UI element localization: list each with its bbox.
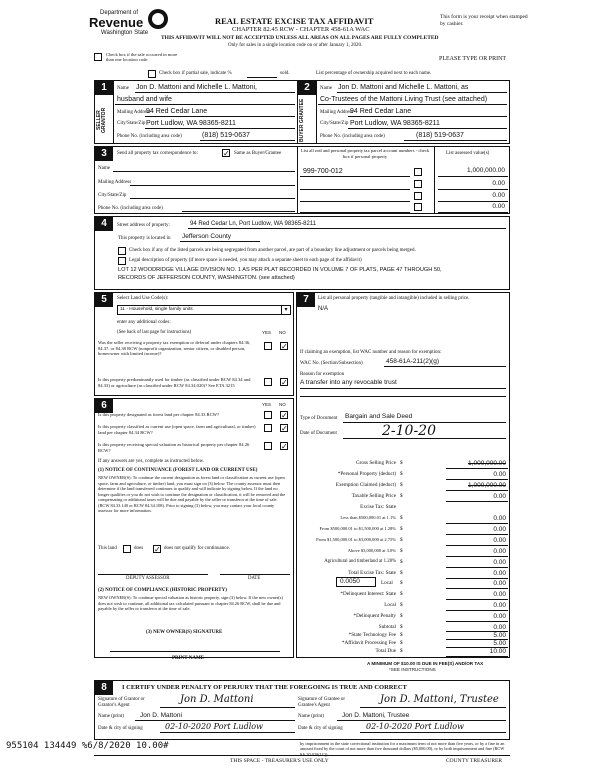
certify-statement: I CERTIFY UNDER PENALTY OF PERJURY THAT THE FOREGOING IS TRUE AND CORRECT xyxy=(122,684,407,691)
seller-phone-field[interactable]: (818) 519-0637 xyxy=(202,132,250,139)
sec6-question-2: Is this property classified as current use (open space, farm and agricultural, or timber) land per chapter 84.34 RCW? xyxy=(98,424,256,435)
sec6-q2-no[interactable]: ✓ xyxy=(281,424,288,433)
sec5-question-1: Was the seller receiving a property tax exemption or deferral under chapters 84.36, 84.37, or 84.38 RCW (nonprofit organization, senior citizen, or disabled person, homeowner with limited income)? xyxy=(98,340,251,357)
total-due[interactable]: 10.00 xyxy=(489,648,506,655)
legal-description-line2[interactable]: RECORDS OF JEFFERSON COUNTY, WASHINGTON. (see attached) xyxy=(118,275,295,281)
section-6-box xyxy=(94,398,294,658)
sec6-q3-yes[interactable] xyxy=(264,442,272,450)
receipt-note: This form is your receipt when stamped by cashier. xyxy=(440,14,528,27)
local-rate-field[interactable]: 0.0050 xyxy=(336,577,376,587)
personal-property-checkbox-1[interactable] xyxy=(414,168,422,176)
personal-property-checkbox-2[interactable] xyxy=(414,180,422,188)
document-type-field[interactable]: Bargain and Sale Deed xyxy=(345,413,413,420)
personal-property-field[interactable]: N/A xyxy=(318,306,329,312)
section-3-number: 3 xyxy=(95,147,113,161)
buyer-city-field[interactable]: Port Ludlow, WA 98365-8211 xyxy=(350,120,440,127)
tax-tier-4[interactable]: 0.00 xyxy=(493,548,506,555)
multi-location-checkbox[interactable] xyxy=(94,53,102,61)
grantor-print-name[interactable]: Jon D. Mattoni xyxy=(140,712,182,719)
sec5-q1-yes[interactable] xyxy=(264,342,272,350)
sold-label: sold. xyxy=(280,71,290,76)
legal-description-checkbox[interactable] xyxy=(118,257,126,265)
sec5-q2-yes[interactable] xyxy=(264,378,272,386)
sec5-q1-no[interactable]: ✓ xyxy=(281,342,288,351)
same-as-buyer-checkbox[interactable]: ✓ xyxy=(223,149,230,158)
parcel-header: List all real and personal property tax parcel account numbers - check box if personal property xyxy=(300,148,430,159)
grantor-signature[interactable]: Jon D. Mattoni xyxy=(180,694,254,705)
buyer-name2-field[interactable]: Co-Trustees of the Mattoni Living Trust (see attached) xyxy=(320,96,488,103)
sec6-q3-no[interactable]: ✓ xyxy=(281,442,288,451)
seller-address-field[interactable]: 94 Red Cedar Lane xyxy=(146,108,208,115)
partial-sale-checkbox[interactable] xyxy=(148,70,156,78)
buyer-name-field[interactable]: Jon D. Mattoni and Michelle L. Mattoni, as xyxy=(338,84,469,91)
seller-city-field[interactable]: Port Ludlow, WA 98365-8211 xyxy=(146,120,236,127)
section-7-number: 7 xyxy=(297,293,315,307)
tax-tier-2[interactable]: 0.00 xyxy=(493,526,506,533)
section-8-number: 8 xyxy=(95,681,113,695)
continuance-text: NEW OWNER(S): To continue the current designation as forest land or classification as current use (open space, farm and agriculture, or timber) land, you must sign on (3) below. The county assessor must then determine if the land transferred continues to qualify and will indicate by signing below. If the land no longer qualifies or you do not wish to continue the designation or classification, it will be removed and the compensating or additional taxes will be due and payable by the seller or transferor at the time of sale. (RCW 84.33.140 or RCW 84.34.108). Prior to signing (3) below, you may contact your local county assessor for more information. xyxy=(98,475,286,513)
grantee-signature[interactable]: Jon D. Mattoni, Trustee xyxy=(380,694,499,705)
delinquent-penalty[interactable]: 0.00 xyxy=(493,613,506,620)
sec5-q2-no[interactable]: ✓ xyxy=(281,378,288,387)
tax-agricultural[interactable]: 0.00 xyxy=(493,559,506,566)
land-use-select[interactable] xyxy=(117,305,291,315)
treasurer-stamp: 955104 134449 %6/8/2020 10.00# xyxy=(6,741,169,751)
buyer-phone-field[interactable]: (818) 519-0637 xyxy=(416,132,464,139)
sec6-question-3: Is this property receiving special valuation as historical property per chapter 84.26 RCW? xyxy=(98,442,250,453)
personal-property-checkbox-3[interactable] xyxy=(414,192,422,200)
grantee-date-city[interactable]: 02-10-2020 Port Ludlow xyxy=(366,722,464,731)
affidavit-processing-fee[interactable]: 5.00 xyxy=(493,640,506,647)
total-state-tax[interactable]: 0.00 xyxy=(493,570,506,577)
seller-name2-field[interactable]: husband and wife xyxy=(117,96,172,103)
parcel-1-field[interactable]: 999-700-012 xyxy=(303,168,343,175)
section-6-number: 6 xyxy=(95,399,113,413)
form-subtitle: CHAPTER 82.45 RCW - CHAPTER 458-61A WAC xyxy=(232,26,370,33)
tax-tier-3[interactable]: 0.00 xyxy=(493,537,506,544)
legal-description-line1[interactable]: LOT 12 WOODRIDGE VILLAGE DIVISION NO. 1 AS PER PLAT RECORDED IN VOLUME 7 OF PLATS, PAGE 47 THROUGH 50, xyxy=(118,267,442,273)
section-4-number: 4 xyxy=(95,217,113,231)
form-notice2: Only for sales in a single location code on or after January 1, 2020. xyxy=(228,43,363,48)
grantor-date-city[interactable]: 02-10-2020 Port Ludlow xyxy=(165,722,263,731)
section-5-number: 5 xyxy=(95,293,113,307)
logo-top: Department of xyxy=(100,10,139,16)
land-does-not-checkbox[interactable]: ✓ xyxy=(154,545,161,554)
county-select[interactable]: Jefferson County xyxy=(182,233,232,240)
sec5-question-2: Is this property predominantly used for timber (as classified under RCW 84.34 and 84.33) or agriculture (as classified under RCW 84.34.020)? See ETA 3215 xyxy=(98,377,251,388)
chevron-down-icon[interactable]: ▾ xyxy=(281,306,290,314)
exemption-reason-field[interactable]: A transfer into any revocable trust xyxy=(300,379,397,386)
land-use-value: 11 - Household, single family units xyxy=(120,307,193,312)
local-tax[interactable]: 0.00 xyxy=(493,580,506,587)
assessed-value-2[interactable]: 0.00 xyxy=(492,180,505,187)
sec6-q2-yes[interactable] xyxy=(264,424,272,432)
street-address-field[interactable]: 94 Red Cedar Ln, Port Ludlow, WA 98365-8211 xyxy=(190,221,317,227)
logo-main: Revenue xyxy=(89,15,144,30)
tax-tier-1[interactable]: 0.00 xyxy=(493,515,506,522)
document-date-field[interactable]: 2-10-20 xyxy=(382,423,436,439)
assessed-value-4[interactable]: 0.00 xyxy=(492,203,505,210)
assessed-header: List assessed value(s) xyxy=(446,151,490,156)
buyer-address-field[interactable]: 94 Red Cedar Lane xyxy=(350,108,412,115)
historic-text: NEW OWNER(S): To continue special valuation as historic property, sign (3) below. If the new owner(s) does not wish to continue, all additional tax calculated pursuant to chapter 84.26 RCW, shall be due and payable by the seller or transferor at the time of sale. xyxy=(98,595,283,611)
personal-property-deduct[interactable]: 0.00 xyxy=(493,471,506,478)
taxable-selling-price[interactable]: 0.00 xyxy=(493,493,506,500)
partial-sale-label: Check box if partial sale, indicate % xyxy=(159,71,232,76)
buyer-side-label: BUYER GRANTEE xyxy=(299,98,305,142)
multi-location-label: Check box if the sale occurred in more than one location code. xyxy=(106,52,178,62)
grantee-print-name[interactable]: Jon D. Mattoni, Trustee xyxy=(342,712,410,719)
gross-selling-price[interactable]: 1,000,000.00 xyxy=(468,460,506,467)
exemption-claimed[interactable]: 1,000,000.00 xyxy=(468,482,506,489)
sec6-question-1: Is this property designated as forest land per chapter 84.33 RCW? xyxy=(98,412,220,417)
land-does-checkbox[interactable] xyxy=(123,545,131,553)
seller-side-label: SELLER GRANTOR xyxy=(96,107,107,133)
personal-property-checkbox-4[interactable] xyxy=(414,203,422,211)
sec6-q1-no[interactable]: ✓ xyxy=(281,411,288,420)
ownership-note: List percentage of ownership acquired next to each name. xyxy=(316,71,432,76)
seller-name-field[interactable]: Jon D. Mattoni and Michelle L. Mattoni, xyxy=(136,84,258,91)
form-notice: THIS AFFIDAVIT WILL NOT BE ACCEPTED UNLESS ALL AREAS ON ALL PAGES ARE FULLY COMPLETED xyxy=(161,35,439,41)
form-title: REAL ESTATE EXCISE TAX AFFIDAVIT xyxy=(215,16,374,26)
delinquent-interest-state[interactable]: 0.00 xyxy=(493,591,506,598)
assessed-value-1[interactable]: 1,000,000.00 xyxy=(467,167,505,174)
assessed-value-3[interactable]: 0.00 xyxy=(492,192,505,199)
boundary-checkbox[interactable] xyxy=(118,247,126,255)
treasurer-use-only: THIS SPACE - TREASURER'S USE ONLY xyxy=(230,758,329,764)
section-2-number: 2 xyxy=(298,81,316,95)
perjury-notice: by imprisonment in the state correctional institution for a maximum term of not more than five years, or by a fine in an amount fixed by the court of not more than five thousand dollars ($5,000.00), or by both imprisonment and fine (RCW 9A.20.020(1C)). xyxy=(300,741,505,757)
logo-sub: Washington State xyxy=(101,30,149,36)
delinquent-interest-local[interactable]: 0.00 xyxy=(493,602,506,609)
state-technology-fee[interactable]: 5.00 xyxy=(493,632,506,639)
sec6-q1-yes[interactable] xyxy=(264,411,272,419)
wac-number-field[interactable]: 458-61A-211(2)(g) xyxy=(386,358,439,365)
section-1-number: 1 xyxy=(95,81,113,95)
type-or-print: PLEASE TYPE OR PRINT xyxy=(439,56,507,62)
county-treasurer: COUNTY TREASURER xyxy=(446,758,503,764)
subtotal[interactable]: 0.00 xyxy=(493,624,506,631)
